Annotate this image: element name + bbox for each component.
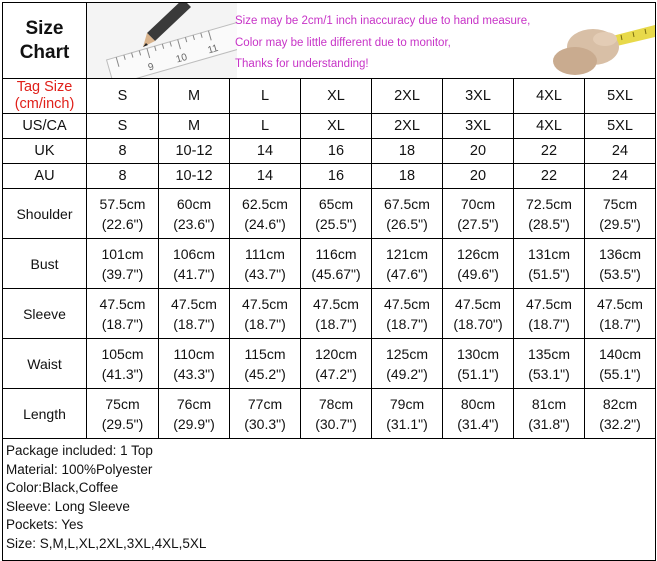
row-label-au: AU (3, 164, 87, 189)
measure-cell (372, 389, 443, 439)
measure-cm: 75cm (105, 395, 140, 412)
size-chart-sheet (2, 2, 655, 558)
measure-cell (230, 339, 301, 389)
measure-cell (230, 239, 301, 289)
measure-inch: (27.5") (457, 215, 499, 232)
measure-cm: 47.5cm (313, 295, 359, 312)
measure-cm: 79cm (389, 395, 425, 412)
measure-cell (585, 339, 656, 389)
uk-size-cell: 18 (372, 139, 443, 164)
uk-size-cell: 14 (230, 139, 301, 164)
measure-cm: 125cm (385, 345, 429, 362)
measure-inch: (18.7") (101, 315, 144, 332)
measure-inch: (47.6") (386, 265, 428, 282)
measure-inch: (26.5") (386, 215, 428, 232)
measurement-row-sleeve (3, 289, 656, 339)
measure-inch: (31.1") (386, 415, 428, 432)
region-row-au (3, 164, 656, 189)
measure-cell (301, 389, 372, 439)
measure-cm: 62.5cm (242, 195, 288, 212)
ruler-mark-10: 10 (174, 51, 189, 66)
measure-inch: (51.5") (528, 265, 570, 282)
measure-inch: (31.8") (528, 415, 570, 432)
measure-cm: 47.5cm (242, 295, 288, 312)
measure-cm: 121cm (385, 245, 429, 262)
measure-cell (87, 239, 159, 289)
info-package: Package included: 1 Top (6, 443, 153, 458)
measure-cm: 75cm (602, 195, 638, 212)
us-size-cell: M (159, 114, 230, 139)
hand-tape-measure-illustration (535, 3, 655, 79)
info-material: Material: 100%Polyester (6, 461, 153, 477)
measure-cm: 120cm (314, 345, 358, 362)
measure-inch: (43.7") (244, 265, 286, 282)
info-sleeve: Sleeve: Long Sleeve (6, 498, 130, 514)
measurement-row-shoulder (3, 189, 656, 239)
measurement-row-waist (3, 339, 656, 389)
measure-cm: 47.5cm (384, 295, 430, 312)
row-label-waist: Waist (3, 339, 87, 389)
uk-size-cell: 8 (87, 139, 159, 164)
measure-cm: 130cm (456, 345, 500, 362)
measure-inch: (18.7") (244, 315, 286, 332)
tag-size-cell: 2XL (372, 79, 443, 114)
measure-cm: 70cm (460, 195, 496, 212)
measure-inch: (45.67") (311, 265, 361, 282)
region-row-us (3, 114, 656, 139)
measure-cm: 77cm (247, 395, 283, 412)
tag-size-label-line1: Tag Size (16, 79, 73, 95)
measure-cell (514, 289, 585, 339)
row-label-bust: Bust (3, 239, 87, 289)
measure-inch: (49.2") (386, 365, 428, 382)
measure-cell (443, 239, 514, 289)
measure-cell (87, 189, 159, 239)
measure-cell (585, 289, 656, 339)
measure-cell (585, 189, 656, 239)
measure-inch: (43.3") (173, 365, 215, 382)
us-size-cell: L (230, 114, 301, 139)
measure-inch: (29.5") (599, 215, 641, 232)
measure-cm: 105cm (101, 345, 144, 362)
measure-cm: 47.5cm (99, 295, 146, 312)
measure-cm: 106cm (172, 245, 216, 262)
au-size-cell: 20 (443, 164, 514, 189)
measure-cm: 136cm (598, 245, 642, 262)
tag-size-cell: M (159, 79, 230, 114)
measure-inch: (41.7") (173, 265, 215, 282)
ruler-mark-11: 11 (206, 42, 220, 57)
measure-cell (372, 339, 443, 389)
tag-size-cell: 5XL (585, 79, 656, 114)
measure-cm: 140cm (598, 345, 642, 362)
measure-inch: (32.2") (599, 415, 641, 432)
au-size-cell: 22 (514, 164, 585, 189)
measure-inch: (18.70") (453, 315, 503, 332)
measure-inch: (18.7") (386, 315, 428, 332)
banner-notes (235, 11, 530, 76)
size-chart-table (2, 2, 656, 561)
measure-inch: (53.1") (528, 365, 570, 382)
measure-cell (514, 239, 585, 289)
measure-inch: (18.7") (599, 315, 641, 332)
info-pockets: Pockets: Yes (6, 517, 84, 533)
measure-inch: (29.9") (173, 415, 215, 432)
measure-cm: 115cm (244, 345, 286, 362)
tag-size-cell: XL (301, 79, 372, 114)
tag-size-cell: S (87, 79, 159, 114)
measure-cell (443, 189, 514, 239)
measure-cell (585, 389, 656, 439)
measure-cm: 67.5cm (384, 195, 430, 212)
measure-cell (372, 189, 443, 239)
measure-cell (301, 339, 372, 389)
measure-cell (87, 289, 159, 339)
us-size-cell: 2XL (372, 114, 443, 139)
pencil-ruler-illustration (87, 3, 237, 79)
info-color: Color:Black,Coffee (6, 480, 119, 496)
measure-cell (230, 289, 301, 339)
measure-inch: (51.1") (457, 365, 499, 382)
uk-size-cell: 24 (585, 139, 656, 164)
measure-cm: 57.5cm (99, 195, 146, 212)
measure-cm: 76cm (176, 395, 212, 412)
measurement-row-bust (3, 239, 656, 289)
tag-size-cell: L (230, 79, 301, 114)
measure-inch: (30.3") (244, 415, 286, 432)
us-size-cell: 3XL (443, 114, 514, 139)
measure-cell (514, 389, 585, 439)
measure-cm: 72.5cm (526, 195, 572, 212)
measure-cell (585, 239, 656, 289)
row-label-sleeve: Sleeve (3, 289, 87, 339)
row-label-uk: UK (3, 139, 87, 164)
measure-inch: (30.7") (315, 415, 357, 432)
product-info-row (3, 439, 656, 561)
uk-size-cell: 20 (443, 139, 514, 164)
au-size-cell: 8 (87, 164, 159, 189)
tag-size-cell: 4XL (514, 79, 585, 114)
us-size-cell: XL (301, 114, 372, 139)
measure-cell (443, 339, 514, 389)
measure-inch: (18.7") (315, 315, 357, 332)
note-inaccuracy: Size may be 2cm/1 inch inaccuracy due to hand measure, (235, 15, 531, 27)
measure-cell (514, 339, 585, 389)
measure-cell (301, 239, 372, 289)
measure-cell (230, 389, 301, 439)
measure-inch: (18.7") (173, 315, 215, 332)
measure-inch: (49.6") (457, 265, 499, 282)
us-size-cell: 4XL (514, 114, 585, 139)
measure-inch: (22.6") (101, 215, 144, 232)
measure-cm: 82cm (602, 395, 638, 412)
tag-size-row (3, 79, 656, 114)
row-label-shoulder: Shoulder (3, 189, 87, 239)
measure-cm: 131cm (527, 245, 571, 262)
au-size-cell: 18 (372, 164, 443, 189)
product-info (3, 439, 656, 561)
measure-cell (159, 189, 230, 239)
measure-inch: (31.4") (457, 415, 499, 432)
measure-inch: (39.7") (101, 265, 144, 282)
measure-inch: (41.3") (101, 365, 144, 382)
measure-cell (230, 189, 301, 239)
chart-title-line1: Size (25, 17, 64, 39)
measure-cell (514, 189, 585, 239)
measure-inch: (28.5") (528, 215, 570, 232)
tag-size-label (3, 79, 87, 114)
measure-cm: 111cm (245, 245, 285, 262)
measure-cm: 116cm (315, 245, 357, 262)
chart-title-line2: Chart (19, 41, 70, 63)
au-size-cell: 24 (585, 164, 656, 189)
tag-size-cell: 3XL (443, 79, 514, 114)
us-size-cell: S (87, 114, 159, 139)
measure-inch: (29.5") (101, 415, 144, 432)
measure-cell (301, 189, 372, 239)
measure-cm: 126cm (456, 245, 500, 262)
uk-size-cell: 10-12 (159, 139, 230, 164)
measure-inch: (55.1") (599, 365, 641, 382)
measure-cell (159, 339, 230, 389)
measure-cell (301, 289, 372, 339)
measure-cm: 47.5cm (455, 295, 501, 312)
measure-cell (159, 289, 230, 339)
measure-cell (159, 389, 230, 439)
measure-inch: (45.2") (244, 365, 286, 382)
measure-cell (159, 239, 230, 289)
row-label-us: US/CA (3, 114, 87, 139)
uk-size-cell: 16 (301, 139, 372, 164)
measure-inch: (23.6") (173, 215, 215, 232)
au-size-cell: 16 (301, 164, 372, 189)
measure-cm: 47.5cm (597, 295, 643, 312)
measure-cell (443, 289, 514, 339)
measure-cm: 60cm (176, 195, 212, 212)
tag-size-label-line2: (cm/inch) (14, 96, 75, 112)
measure-cell (87, 339, 159, 389)
measure-inch: (25.5") (315, 215, 357, 232)
us-size-cell: 5XL (585, 114, 656, 139)
note-thanks: Thanks for understanding! (235, 58, 369, 70)
measure-cm: 135cm (527, 345, 571, 362)
chart-title (3, 3, 87, 79)
measure-cm: 101cm (101, 245, 144, 262)
au-size-cell: 14 (230, 164, 301, 189)
ruler-mark-9: 9 (146, 61, 156, 74)
header-row (3, 3, 656, 79)
measure-cell (372, 289, 443, 339)
measure-cm: 81cm (531, 395, 567, 412)
info-sizes: Size: S,M,L,XL,2XL,3XL,4XL,5XL (6, 535, 207, 551)
measure-cm: 110cm (173, 345, 215, 362)
row-label-length: Length (3, 389, 87, 439)
measurement-row-length (3, 389, 656, 439)
measure-cm: 47.5cm (171, 295, 217, 312)
measure-cell (443, 389, 514, 439)
measure-cm: 47.5cm (526, 295, 572, 312)
uk-size-cell: 22 (514, 139, 585, 164)
region-row-uk (3, 139, 656, 164)
measure-inch: (24.6") (244, 215, 286, 232)
note-color: Color may be little different due to monitor, (235, 36, 451, 49)
measure-inch: (53.5") (599, 265, 641, 282)
au-size-cell: 10-12 (159, 164, 230, 189)
measure-inch: (47.2") (315, 365, 357, 382)
measure-cm: 78cm (318, 395, 354, 412)
notice-banner (87, 3, 656, 79)
measure-cell (372, 239, 443, 289)
measure-inch: (18.7") (528, 315, 570, 332)
measure-cm: 80cm (460, 395, 496, 412)
measure-cell (87, 389, 159, 439)
measure-cm: 65cm (318, 195, 354, 212)
